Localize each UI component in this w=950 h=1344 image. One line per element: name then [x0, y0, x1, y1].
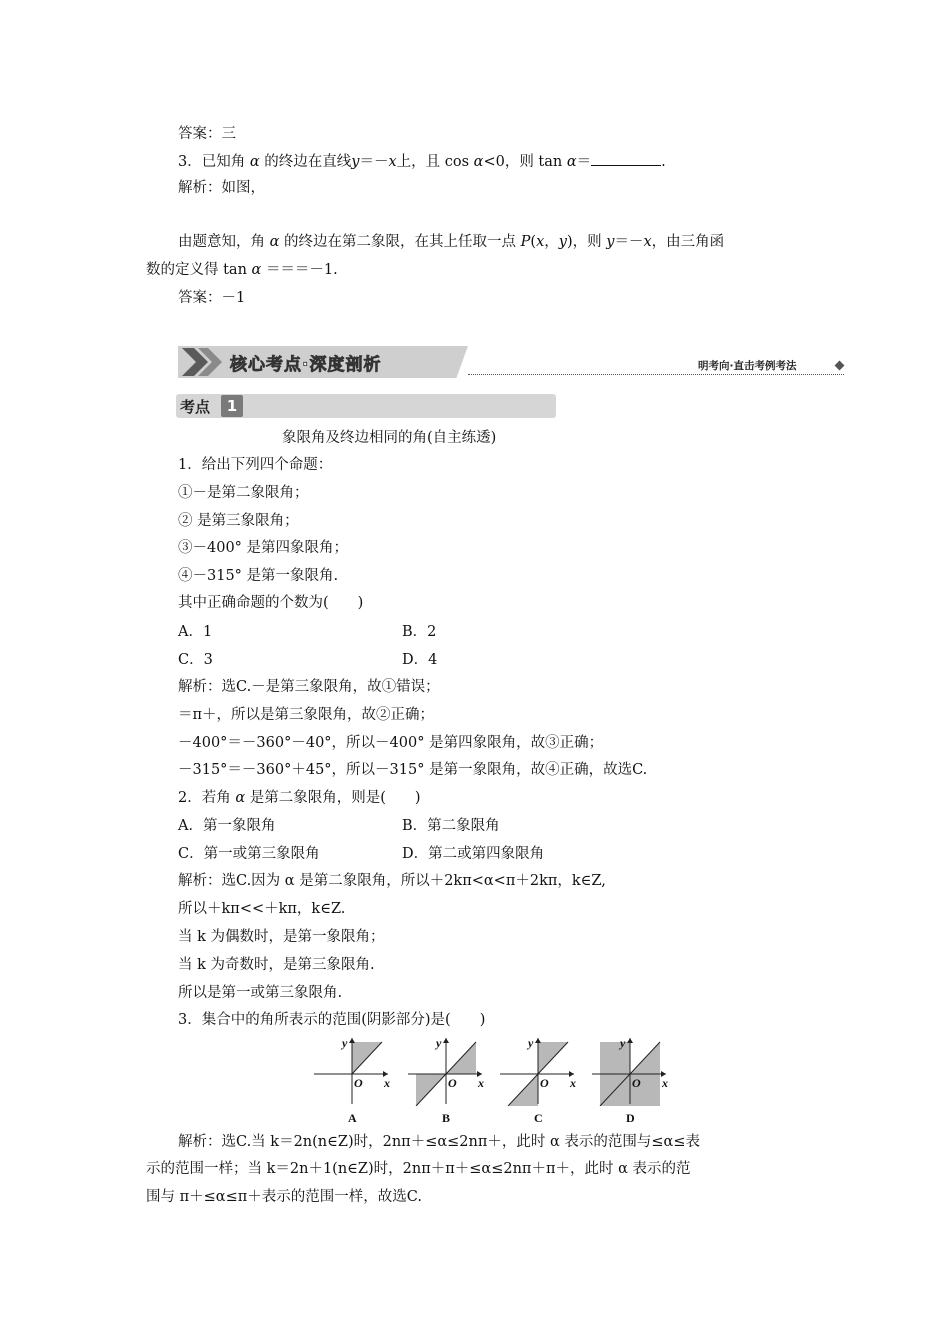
figure-d	[590, 1034, 672, 1106]
option-a: A．1	[178, 624, 213, 640]
q3-analysis-1: 解析：选C.当 k＝2n(n∈Z)时，2nπ＋≤α≤2nπ＋，此时 α 表示的范围与≤α≤表	[178, 1134, 700, 1150]
section-heading: 象限角及终边相同的角(自主练透)	[282, 430, 497, 446]
point-number: 1	[221, 395, 243, 417]
alpha-symbol: α	[269, 234, 280, 250]
axis-x-label: x	[478, 1076, 484, 1090]
axis-x-label: x	[384, 1076, 390, 1090]
banner-subtitle: 明考向·直击考例考法	[698, 360, 797, 372]
text: 上，且 cos	[396, 154, 470, 170]
figure-a-label: A	[348, 1111, 357, 1125]
question-3-stem	[178, 151, 666, 172]
figure-d-label: D	[626, 1111, 635, 1125]
proposition-1: ①－是第二象限角；	[178, 485, 309, 501]
axis-y-label: y	[436, 1036, 442, 1050]
q1-analysis-3: －400°＝－360°－40°，所以－400° 是第四象限角，故③正确；	[178, 735, 604, 751]
text: ，	[544, 234, 559, 250]
var-y: y	[606, 234, 615, 250]
figure-c-diagram	[498, 1034, 580, 1106]
var-y: y	[351, 154, 360, 170]
origin-label: O	[354, 1076, 363, 1090]
q2-analysis-1: 解析：选C.因为 α 是第二象限角，所以＋2kπ<α<π＋2kπ，k∈Z,	[178, 873, 606, 889]
proposition-3: ③－400° 是第四象限角；	[178, 540, 349, 556]
q3-analysis-2: 示的范围一样；当 k＝2n＋1(n∈Z)时，2nπ＋π＋≤α≤2nπ＋π＋，此时 α 表示的范	[146, 1161, 691, 1177]
figure-d-diagram	[590, 1034, 672, 1106]
q2-analysis-2: 所以＋kπ<<＋kπ，k∈Z.	[178, 901, 346, 917]
q1-analysis-1: 解析：选C.－是第三象限角，故①错误；	[178, 679, 440, 695]
figure-b	[406, 1034, 488, 1106]
alpha-symbol: α	[566, 154, 577, 170]
option-b: B．2	[402, 624, 437, 640]
figure-b-diagram	[406, 1034, 488, 1106]
point-bar	[176, 394, 556, 418]
origin-label: O	[540, 1076, 549, 1090]
var-y: y	[558, 234, 567, 250]
point-label: 考点	[180, 398, 211, 416]
q2-option-c: C．第一或第三象限角	[178, 846, 320, 862]
text: ＝＝＝－1.	[265, 262, 338, 278]
origin-label: O	[632, 1076, 641, 1090]
figure-a	[312, 1034, 394, 1106]
q2-analysis-3: 当 k 为偶数时，是第一象限角；	[178, 929, 385, 945]
q1-analysis-4: －315°＝－360°＋45°，所以－315° 是第一象限角，故④正确，故选C.	[178, 762, 648, 778]
text: 3．已知角	[178, 154, 246, 170]
section-banner	[178, 346, 468, 378]
text: 由题意知，角	[178, 234, 265, 250]
analysis-label: 解析：如图，	[178, 180, 265, 196]
axis-y-label: y	[342, 1036, 348, 1050]
q2-option-d: D．第二或第四象限角	[402, 846, 545, 862]
analysis-paragraph-line1	[178, 232, 724, 252]
q1-analysis-2: ＝π＋，所以是第三象限角，故②正确；	[178, 707, 435, 723]
figure-c-label: C	[534, 1111, 543, 1125]
text: ＝	[576, 154, 592, 170]
question-1-stem: 1．给出下列四个命题：	[178, 457, 333, 473]
figure-a-diagram	[312, 1034, 394, 1106]
var-x: x	[388, 154, 397, 170]
text: )，则	[566, 234, 602, 250]
alpha-symbol: α	[249, 154, 260, 170]
q2-option-b: B．第二象限角	[402, 818, 500, 834]
axis-x-label: x	[570, 1076, 576, 1090]
question-3-stem: 3．集合中的角所表示的范围(阴影部分)是( )	[178, 1012, 486, 1028]
option-d: D．4	[402, 652, 438, 668]
alpha-symbol: α	[473, 154, 484, 170]
analysis-paragraph-line2	[146, 260, 338, 280]
chevron-right-icon	[178, 346, 230, 378]
var-P: P	[520, 234, 531, 250]
text: 数的定义得 tan	[146, 262, 247, 278]
answer-blank	[591, 151, 661, 166]
banner-title: 核心考点·深度剖析	[230, 355, 382, 375]
var-x: x	[643, 234, 652, 250]
axis-y-label: y	[620, 1036, 626, 1050]
axis-x-label: x	[662, 1076, 668, 1090]
question-1-prompt: 其中正确命题的个数为( )	[178, 595, 364, 611]
text: ＝－	[359, 154, 389, 170]
answer-line: 答案：－1	[178, 290, 246, 306]
q2-option-a: A．第一象限角	[178, 818, 276, 834]
q2-analysis-5: 所以是第一或第三象限角.	[178, 985, 343, 1001]
figure-b-label: B	[442, 1111, 451, 1125]
answer-line: 答案：三	[178, 126, 236, 142]
q3-analysis-3: 围与 π＋≤α≤π＋表示的范围一样，故选C.	[146, 1189, 422, 1205]
text: 的终边在第二象限，在其上任取一点	[284, 234, 517, 250]
var-x: x	[536, 234, 545, 250]
alpha-symbol: α	[235, 790, 246, 806]
proposition-4: ④－315° 是第一象限角.	[178, 568, 339, 584]
axis-y-label: y	[528, 1036, 534, 1050]
q2-analysis-4: 当 k 为奇数时，是第三象限角.	[178, 957, 375, 973]
text: 的终边在直线	[264, 154, 352, 170]
text: ，由三角函	[651, 234, 725, 250]
origin-label: O	[448, 1076, 457, 1090]
question-2-stem	[178, 788, 421, 808]
text: .	[661, 154, 666, 170]
figure-c	[498, 1034, 580, 1106]
proposition-2: ② 是第三象限角；	[178, 513, 299, 529]
text: 是第二象限角，则是( )	[249, 790, 421, 806]
text: <0，则 tan	[483, 154, 563, 170]
diamond-icon	[835, 361, 845, 371]
text: (	[530, 234, 537, 250]
text: 2．若角	[178, 790, 231, 806]
alpha-symbol: α	[251, 262, 262, 278]
option-c: C．3	[178, 652, 213, 668]
text: ＝－	[614, 234, 644, 250]
banner-divider	[468, 374, 844, 375]
